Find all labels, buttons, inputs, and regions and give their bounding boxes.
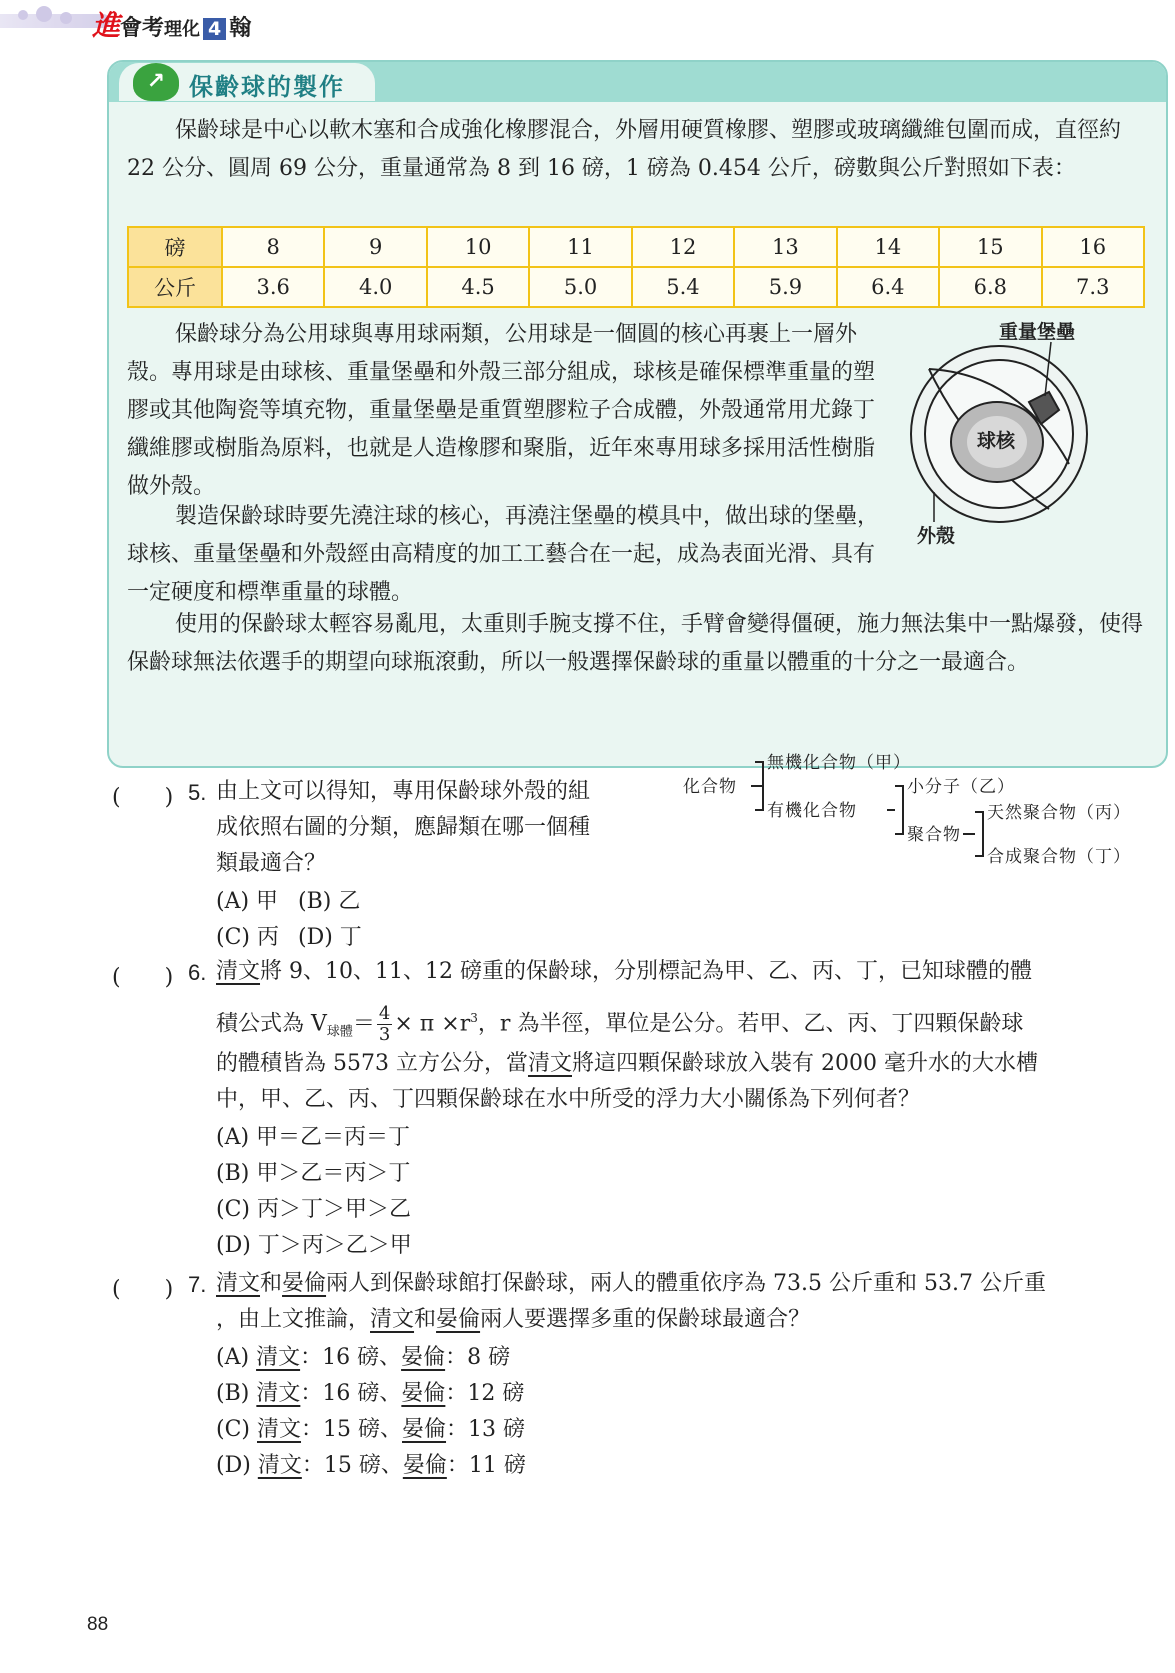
formula-rest: × π ×r (394, 1011, 471, 1037)
formula-suffix: ，r 為半徑，單位是公分。若甲、乙、丙、丁四顆保齡球 (477, 1011, 1024, 1037)
option-text: ：13 磅 (446, 1417, 526, 1442)
option-letter: (A) (216, 1345, 250, 1370)
table-cell: 14 (837, 227, 939, 267)
bowling-ball-diagram (899, 314, 1099, 554)
question-6-line-1 (216, 954, 1032, 990)
question-number-7: 7. (188, 1272, 207, 1297)
question-5-option-d[interactable]: (D) 丁 (298, 925, 362, 950)
header-dot (36, 6, 52, 22)
name-yanlun: 晏倫 (401, 1381, 446, 1406)
table-cell: 16 (1042, 227, 1145, 267)
question-5-option-c[interactable]: (C) 丙 (216, 925, 279, 950)
question-7-line-1 (216, 1266, 1046, 1302)
question-7-line-1-text: 兩人到保齡球館打保齡球，兩人的體重依序為 73.5 公斤重和 53.7 公斤重 (326, 1271, 1046, 1296)
question-7-option-d[interactable] (216, 1448, 526, 1484)
header-dot (60, 12, 72, 24)
tree-organic: 有機化合物 (767, 801, 857, 821)
question-6-line-3 (216, 1046, 1038, 1082)
question-7-line-2 (216, 1302, 810, 1338)
answer-blank-5[interactable]: ( ) (112, 785, 174, 810)
arrow-up-right-icon: ↗ (133, 63, 179, 101)
table-cell: 12 (632, 227, 734, 267)
name-qingwen: 清文 (256, 1381, 301, 1406)
question-7-line-2-pre: ，由上文推論， (216, 1307, 371, 1332)
option-text: ：16 磅、 (300, 1345, 402, 1370)
passage-paragraph-4: 使用的保齡球太輕容易亂甩，太重則手腕支撐不住，手臂會變得僵硬，施力無法集中一點爆發，使得保齡球無法依選手的期望向球瓶滾動，所以一般選擇保齡球的重量以體重的十分之一最適合。 (127, 612, 1144, 675)
name-qingwen: 清文 (256, 1345, 301, 1370)
name-qingwen: 清文 (527, 1051, 572, 1076)
formula-prefix: 積公式為 V (216, 1011, 327, 1037)
table-cell: 5.9 (734, 267, 836, 307)
table-cell: 6.8 (939, 267, 1041, 307)
question-7-option-b[interactable] (216, 1376, 524, 1412)
table-cell: 7.3 (1042, 267, 1145, 307)
question-5-line-1: 由上文可以得知，專用保齡球外殼的組 (216, 779, 591, 804)
name-yanlun: 晏倫 (401, 1345, 446, 1370)
passage-title-tab (119, 63, 375, 101)
tree-bracket (895, 786, 903, 834)
formula-equals: ＝ (352, 1011, 375, 1037)
table-cell: 15 (939, 227, 1041, 267)
table-cell: 8 (222, 227, 324, 267)
question-6-option-c[interactable]: (C) 丙＞丁＞甲＞乙 (216, 1197, 411, 1222)
table-header-kilograms: 公斤 (128, 267, 222, 307)
table-cell: 9 (324, 227, 426, 267)
question-6-line-3-post: 將這四顆保齡球放入裝有 2000 毫升水的大水槽 (572, 1051, 1038, 1076)
table-row-pounds (128, 227, 1144, 267)
table-cell: 6.4 (837, 267, 939, 307)
book-title-mid: 會考 (120, 16, 165, 41)
name-yanlun: 晏倫 (402, 1417, 447, 1442)
answer-blank-7[interactable]: ( ) (112, 1277, 174, 1302)
formula-fraction (377, 1004, 392, 1045)
answer-blank-6[interactable]: ( ) (112, 965, 174, 990)
option-text: ：15 磅、 (301, 1417, 403, 1442)
pound-kilogram-table (127, 226, 1145, 308)
label-shell: 外殼 (917, 525, 956, 547)
header-dot (18, 10, 28, 20)
option-letter: (C) (216, 1417, 250, 1442)
label-weight-block: 重量堡壘 (999, 321, 1076, 343)
passage-paragraph-3: 製造保齡球時要先澆注球的核心，再澆注堡壘的模具中，做出球的堡壘，球核、重量堡壘和外殼經由高精度的加工工藝合在一起，成為表面光滑、具有一定硬度和標準重量的球體。 (127, 504, 880, 605)
passage-paragraph-1: 保齡球是中心以軟木塞和合成強化橡膠混合，外層用硬質橡膠、塑膠或玻璃纖維包圍而成，直徑約 22 公分、圓周 69 公分，重量通常為 8 到 16 磅，1 磅為 0.454 公斤，磅數與公斤對照如下表： (127, 118, 1122, 181)
name-qingwen: 清文 (216, 1271, 261, 1296)
question-number-5: 5. (188, 780, 207, 805)
question-5-line-2: 成依照右圖的分類，應歸類在哪一個種 (216, 815, 591, 840)
name-qingwen: 清文 (370, 1307, 415, 1332)
page-number: 88 (87, 1614, 109, 1635)
name-qingwen: 清文 (216, 959, 261, 984)
table-cell: 5.0 (529, 267, 631, 307)
tree-synthetic-polymer: 合成聚合物（丁） (987, 847, 1131, 867)
tree-root: 化合物 (683, 777, 737, 797)
table-cell: 11 (529, 227, 631, 267)
tree-polymer: 聚合物 (907, 825, 961, 845)
table-cell: 3.6 (222, 267, 324, 307)
page-header (0, 0, 1175, 40)
option-letter: (B) (216, 1381, 250, 1406)
book-title-num: 4 (203, 18, 226, 40)
conjunction: 和 (260, 1271, 283, 1296)
book-title-subject: 理化 (164, 19, 201, 40)
name-qingwen: 清文 (257, 1417, 302, 1442)
passage-paragraph-2: 保齡球分為公用球與專用球兩類，公用球是一個圓的核心再裹上一層外殼。專用球是由球核、重量堡壘和外殼三部分組成，球核是確保標準重量的塑膠或其他陶瓷等填充物，重量堡壘是重質塑膠粒子合成體，外殼通常用尤錄丁纖維膠或樹脂為原料，也就是人造橡膠和聚脂，近年來專用球多採用活性樹脂做外殼。 (127, 322, 876, 499)
question-6-option-d[interactable]: (D) 丁＞丙＞乙＞甲 (216, 1233, 412, 1258)
question-5-option-b[interactable]: (B) 乙 (298, 889, 361, 914)
formula-superscript: 3 (470, 1011, 478, 1025)
name-qingwen: 清文 (257, 1453, 302, 1478)
table-cell: 4.5 (427, 267, 529, 307)
option-text: ：15 磅、 (301, 1453, 403, 1478)
tree-inorganic: 無機化合物（甲） (767, 753, 911, 773)
option-letter: (D) (216, 1453, 251, 1478)
option-text: ：16 磅、 (300, 1381, 402, 1406)
table-cell: 4.0 (324, 267, 426, 307)
conjunction: 和 (414, 1307, 437, 1332)
book-title (92, 4, 251, 44)
question-6-line-2 (216, 1000, 1023, 1051)
table-cell: 10 (427, 227, 529, 267)
question-7-option-a[interactable] (216, 1340, 510, 1376)
passage-title: 保齡球的製作 (189, 73, 345, 101)
question-7-option-c[interactable] (216, 1412, 525, 1448)
question-5-option-a[interactable]: (A) 甲 (216, 889, 279, 914)
table-row-kilograms (128, 267, 1144, 307)
option-text: ：11 磅 (446, 1453, 526, 1478)
option-text: ：8 磅 (445, 1345, 511, 1370)
question-6-option-a[interactable]: (A) 甲＝乙＝丙＝丁 (216, 1125, 411, 1150)
question-6-line-1-text: 將 9、10、11、12 磅重的保齡球，分別標記為甲、乙、丙、丁，已知球體的體 (260, 959, 1032, 984)
label-core: 球核 (977, 430, 1016, 452)
passage-box (107, 60, 1168, 768)
fraction-numerator: 4 (378, 1002, 391, 1024)
name-yanlun: 晏倫 (436, 1307, 481, 1332)
option-text: ：12 磅 (445, 1381, 525, 1406)
book-title-big: 進 (92, 9, 121, 42)
question-6-option-b[interactable]: (B) 甲＞乙＝丙＞丁 (216, 1161, 411, 1186)
name-yanlun: 晏倫 (282, 1271, 327, 1296)
question-5-line-3: 類最適合？ (216, 851, 327, 876)
tree-small-molecule: 小分子（乙） (907, 777, 1015, 797)
table-cell: 5.4 (632, 267, 734, 307)
question-6-line-4: 中，甲、乙、丙、丁四顆保齡球在水中所受的浮力大小關係為下列何者？ (216, 1087, 921, 1112)
book-title-end: 翰 (229, 16, 252, 41)
compound-classification-tree (683, 752, 1143, 872)
formula-subscript: 球體 (326, 1024, 353, 1040)
table-header-pounds: 磅 (128, 227, 222, 267)
question-number-6: 6. (188, 960, 207, 985)
table-cell: 13 (734, 227, 836, 267)
question-7-line-2-post: 兩人要選擇多重的保齡球最適合？ (480, 1307, 811, 1332)
question-6-line-3-pre: 的體積皆為 5573 立方公分，當 (216, 1051, 528, 1076)
fraction-denominator: 3 (378, 1023, 391, 1045)
name-yanlun: 晏倫 (402, 1453, 447, 1478)
tree-bracket (975, 812, 983, 856)
tree-natural-polymer: 天然聚合物（丙） (987, 803, 1131, 823)
